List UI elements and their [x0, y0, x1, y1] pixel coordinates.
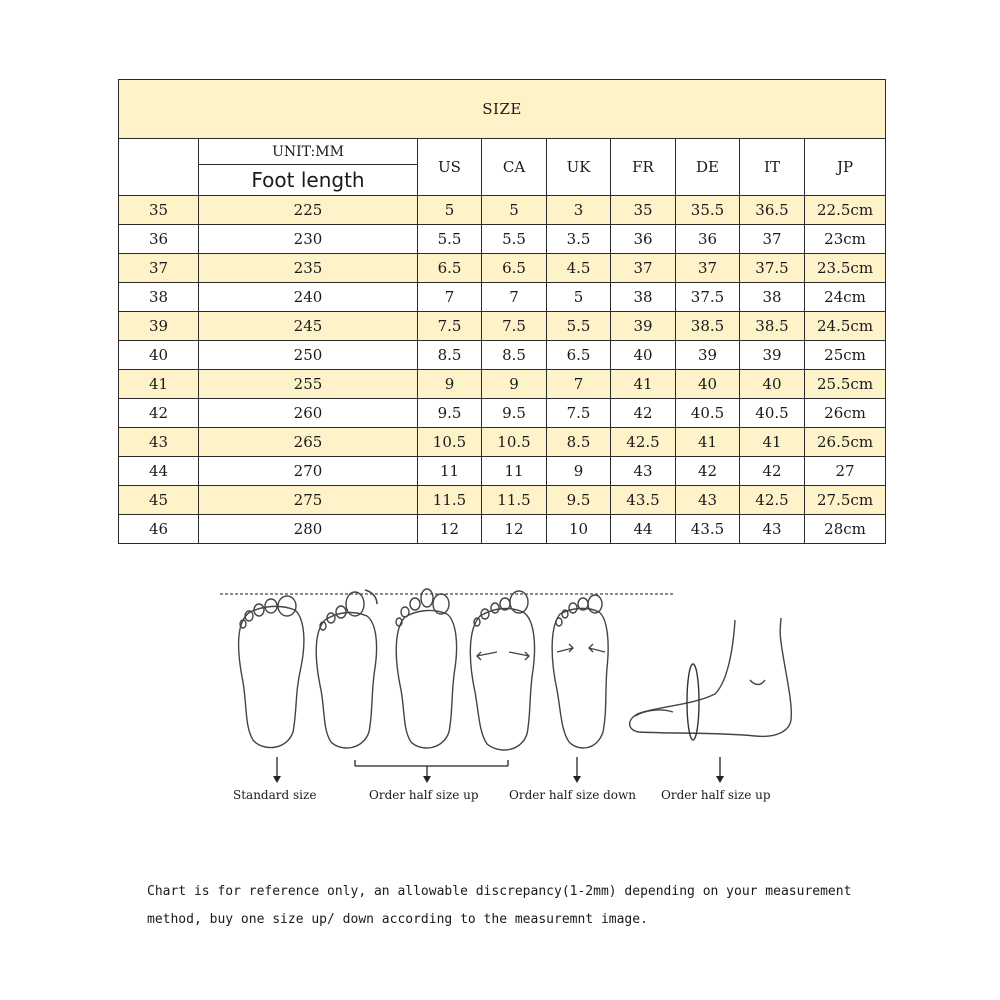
table-row: [119, 515, 886, 544]
cell-jp: 23cm: [805, 225, 886, 254]
cell-uk: 9.5: [547, 486, 611, 515]
foot-long-toe-icon: [316, 590, 377, 748]
cell-us: 7: [418, 283, 482, 312]
column-header-de: DE: [676, 139, 740, 196]
cell-us: 12: [418, 515, 482, 544]
cell-ca: 6.5: [482, 254, 547, 283]
table-row: [119, 428, 886, 457]
cell-eu: 43: [119, 428, 199, 457]
cell-it: 37: [740, 225, 805, 254]
cell-foot: 230: [199, 225, 418, 254]
cell-de: 37: [676, 254, 740, 283]
cell-foot: 255: [199, 370, 418, 399]
cell-it: 37.5: [740, 254, 805, 283]
cell-foot: 225: [199, 196, 418, 225]
cell-jp: 27: [805, 457, 886, 486]
cell-eu: 35: [119, 196, 199, 225]
table-row: [119, 196, 886, 225]
reference-note: Chart is for reference only, an allowable discrepancy(1-2mm) depending on your measurement method, buy one size up/ down according to the measuremnt image.: [147, 884, 852, 927]
cell-us: 7.5: [418, 312, 482, 341]
column-header-us: US: [418, 139, 482, 196]
cell-uk: 10: [547, 515, 611, 544]
cell-jp: 27.5cm: [805, 486, 886, 515]
table-row: [119, 457, 886, 486]
table-row: [119, 399, 886, 428]
cell-fr: 41: [611, 370, 676, 399]
table-row: [119, 312, 886, 341]
cell-uk: 9: [547, 457, 611, 486]
cell-foot: 240: [199, 283, 418, 312]
cell-ca: 10.5: [482, 428, 547, 457]
cell-fr: 43.5: [611, 486, 676, 515]
foot-side-instep-icon: [630, 618, 792, 740]
cell-de: 40.5: [676, 399, 740, 428]
cell-it: 42.5: [740, 486, 805, 515]
cell-eu: 46: [119, 515, 199, 544]
cell-jp: 22.5cm: [805, 196, 886, 225]
cell-it: 40: [740, 370, 805, 399]
cell-eu: 42: [119, 399, 199, 428]
cell-eu: 39: [119, 312, 199, 341]
cell-it: 36.5: [740, 196, 805, 225]
cell-eu: 44: [119, 457, 199, 486]
cell-it: 40.5: [740, 399, 805, 428]
cell-de: 36: [676, 225, 740, 254]
cell-fr: 44: [611, 515, 676, 544]
cell-de: 37.5: [676, 283, 740, 312]
column-header-it: IT: [740, 139, 805, 196]
column-header-jp: JP: [805, 139, 886, 196]
cell-it: 38.5: [740, 312, 805, 341]
standard-size-label: Standard size: [233, 788, 317, 802]
cell-uk: 5.5: [547, 312, 611, 341]
cell-eu: 36: [119, 225, 199, 254]
cell-foot: 235: [199, 254, 418, 283]
cell-fr: 35: [611, 196, 676, 225]
cell-de: 43.5: [676, 515, 740, 544]
cell-de: 35.5: [676, 196, 740, 225]
cell-uk: 8.5: [547, 428, 611, 457]
cell-jp: 28cm: [805, 515, 886, 544]
cell-foot: 270: [199, 457, 418, 486]
cell-foot: 275: [199, 486, 418, 515]
cell-jp: 26cm: [805, 399, 886, 428]
half-size-down-label: Order half size down: [509, 788, 637, 802]
cell-foot: 245: [199, 312, 418, 341]
cell-uk: 6.5: [547, 341, 611, 370]
cell-us: 11.5: [418, 486, 482, 515]
cell-uk: 7: [547, 370, 611, 399]
cell-ca: 5.5: [482, 225, 547, 254]
foot-measurement-guide: [215, 582, 805, 812]
cell-eu: 37: [119, 254, 199, 283]
cell-us: 5.5: [418, 225, 482, 254]
cell-ca: 9.5: [482, 399, 547, 428]
cell-de: 40: [676, 370, 740, 399]
table-row: [119, 341, 886, 370]
cell-fr: 38: [611, 283, 676, 312]
cell-uk: 4.5: [547, 254, 611, 283]
cell-fr: 40: [611, 341, 676, 370]
cell-eu: 38: [119, 283, 199, 312]
half-size-up-label: Order half size up: [369, 788, 479, 802]
cell-ca: 12: [482, 515, 547, 544]
cell-uk: 3: [547, 196, 611, 225]
table-title: SIZE: [119, 80, 886, 139]
cell-jp: 24.5cm: [805, 312, 886, 341]
cell-uk: 3.5: [547, 225, 611, 254]
cell-eu: 41: [119, 370, 199, 399]
cell-it: 38: [740, 283, 805, 312]
cell-us: 8.5: [418, 341, 482, 370]
cell-fr: 42: [611, 399, 676, 428]
cell-it: 39: [740, 341, 805, 370]
table-row: [119, 283, 886, 312]
cell-de: 43: [676, 486, 740, 515]
cell-foot: 250: [199, 341, 418, 370]
column-header-ca: CA: [482, 139, 547, 196]
cell-it: 42: [740, 457, 805, 486]
cell-uk: 5: [547, 283, 611, 312]
cell-ca: 5: [482, 196, 547, 225]
cell-foot: 280: [199, 515, 418, 544]
cell-foot: 260: [199, 399, 418, 428]
cell-fr: 43: [611, 457, 676, 486]
cell-eu: 45: [119, 486, 199, 515]
cell-it: 43: [740, 515, 805, 544]
foot-length-label: Foot length: [251, 168, 365, 192]
cell-ca: 11.5: [482, 486, 547, 515]
cell-us: 6.5: [418, 254, 482, 283]
size-chart-table: [118, 79, 886, 544]
foot-long-second-toe-icon: [396, 589, 457, 748]
cell-jp: 26.5cm: [805, 428, 886, 457]
foot-wide-icon: [470, 591, 534, 750]
cell-de: 42: [676, 457, 740, 486]
cell-ca: 8.5: [482, 341, 547, 370]
cell-de: 41: [676, 428, 740, 457]
table-row: [119, 225, 886, 254]
cell-ca: 7.5: [482, 312, 547, 341]
table-row: [119, 254, 886, 283]
cell-foot: 265: [199, 428, 418, 457]
foot-length-header: [199, 139, 418, 196]
cell-ca: 9: [482, 370, 547, 399]
column-header-fr: FR: [611, 139, 676, 196]
cell-jp: 23.5cm: [805, 254, 886, 283]
cell-us: 10.5: [418, 428, 482, 457]
cell-ca: 11: [482, 457, 547, 486]
cell-jp: 25cm: [805, 341, 886, 370]
cell-fr: 42.5: [611, 428, 676, 457]
cell-jp: 25.5cm: [805, 370, 886, 399]
cell-eu: 40: [119, 341, 199, 370]
cell-us: 9.5: [418, 399, 482, 428]
cell-it: 41: [740, 428, 805, 457]
cell-us: 5: [418, 196, 482, 225]
foot-narrow-icon: [552, 595, 608, 748]
cell-fr: 37: [611, 254, 676, 283]
cell-ca: 7: [482, 283, 547, 312]
foot-standard-icon: [239, 596, 304, 748]
cell-us: 11: [418, 457, 482, 486]
cell-us: 9: [418, 370, 482, 399]
table-row: [119, 370, 886, 399]
cell-de: 38.5: [676, 312, 740, 341]
table-row: [119, 486, 886, 515]
cell-fr: 36: [611, 225, 676, 254]
cell-de: 39: [676, 341, 740, 370]
column-header-uk: UK: [547, 139, 611, 196]
cell-jp: 24cm: [805, 283, 886, 312]
half-size-up-instep-label: Order half size up: [661, 788, 771, 802]
unit-label: UNIT:MM: [199, 139, 417, 165]
cell-fr: 39: [611, 312, 676, 341]
cell-uk: 7.5: [547, 399, 611, 428]
eu-header-cell: [119, 139, 199, 196]
